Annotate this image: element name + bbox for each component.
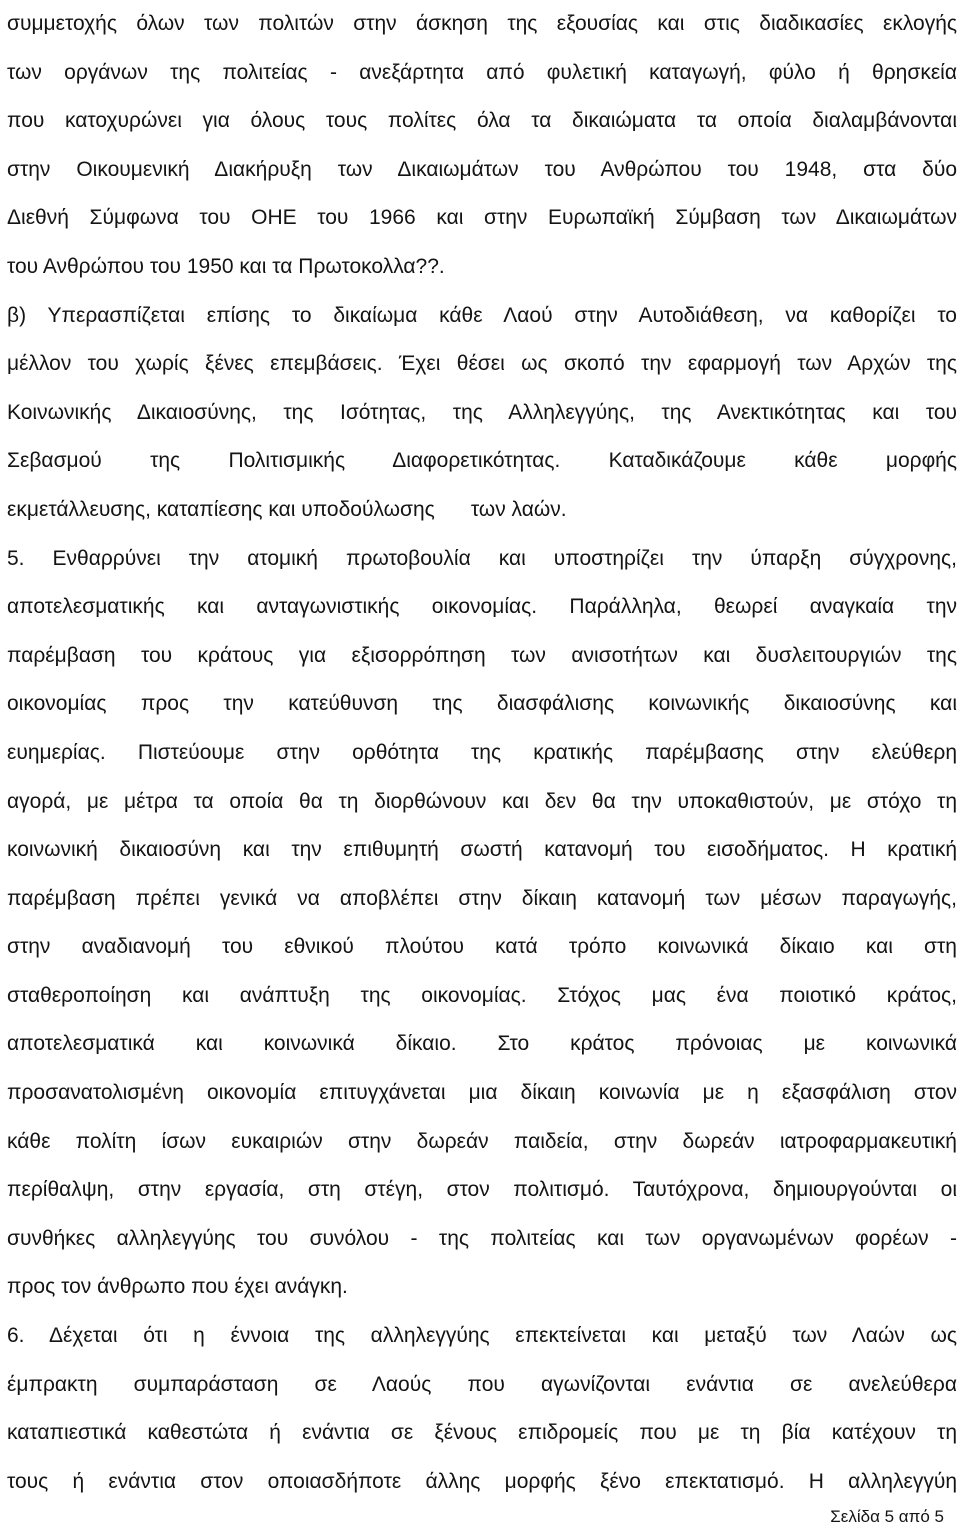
text-line: κοινωνική δικαιοσύνη και την επιθυμητή σωστή κατανομή του εισοδήματος. Η κρατική	[7, 838, 957, 862]
text-line: σταθεροποίηση και ανάπτυξη της οικονομίας. Στόχος μας ένα ποιοτικό κράτος,	[7, 983, 957, 1007]
page-number-footer: Σελίδα 5 από 5	[830, 1507, 944, 1526]
text-line: παρέμβαση του κράτους για εξισορρόπηση των ανισοτήτων και δυσλειτουργιών της	[7, 643, 957, 667]
text-line: αποτελεσματικά και κοινωνικά δίκαιο. Στο κράτος πρόνοιας με κοινωνικά	[7, 1032, 957, 1056]
text-line: κάθε πολίτη ίσων ευκαιριών στην δωρεάν παιδεία, στην δωρεάν ιατροφαρμακευτική	[7, 1129, 957, 1153]
text-line: συμμετοχής όλων των πολιτών στην άσκηση της εξουσίας και στις διαδικασίες εκλογής	[7, 12, 957, 35]
text-line: προσανατολισμένη οικονομία επιτυγχάνεται μια δίκαιη κοινωνία με η εξασφάλιση στον	[7, 1081, 957, 1105]
text-line: αποτελεσματικής και ανταγωνιστικής οικονομίας. Παράλληλα, θεωρεί αναγκαία την	[7, 595, 957, 619]
text-line: παρέμβαση πρέπει γενικά να αποβλέπει στην δίκαιη κατανομή των μέσων παραγωγής,	[7, 886, 957, 910]
text-line: έμπρακτη συμπαράσταση σε Λαούς που αγωνίζονται ενάντια σε ανελεύθερα	[7, 1372, 957, 1396]
text-line: ευημερίας. Πιστεύουμε στην ορθότητα της κρατικής παρέμβασης στην ελεύθερη	[7, 740, 957, 764]
text-line-part: εκμετάλλευσης, καταπίεσης και υποδούλωσης	[7, 497, 435, 521]
text-line: 6. Δέχεται ότι η έννοια της αλληλεγγύης επεκτείνεται και μεταξύ των Λαών ως	[7, 1324, 957, 1348]
text-line: περίθαλψη, στην εργασία, στη στέγη, στον πολιτισμό. Ταυτόχρονα, δημιουργούνται οι	[7, 1178, 957, 1202]
text-line: οικονομίας προς την κατεύθυνση της διασφάλισης κοινωνικής δικαιοσύνης και	[7, 692, 957, 716]
text-line-part: των λαών.	[470, 497, 567, 521]
text-line: των οργάνων της πολιτείας - ανεξάρτητα από φυλετική καταγωγή, φύλο ή θρησκεία	[7, 60, 957, 84]
text-line: β) Υπερασπίζεται επίσης το δικαίωμα κάθε Λαού στην Αυτοδιάθεση, να καθορίζει το	[7, 303, 957, 327]
text-line: τους ή ενάντια στον οποιασδήποτε άλλης μορφής ξένο επεκτατισμό. Η αλληλεγγύη	[7, 1469, 957, 1493]
text-line: στην αναδιανομή του εθνικού πλούτου κατά τρόπο κοινωνικά δίκαιο και στη	[7, 935, 957, 959]
text-line: αγορά, με μέτρα τα οποία θα τη διορθώνουν και δεν θα την υποκαθιστούν, με στόχο τη	[7, 789, 957, 813]
text-line: του Ανθρώπου του 1950 και τα Πρωτοκολλα??.	[7, 254, 445, 278]
text-line: προς τον άνθρωπο που έχει ανάγκη.	[7, 1275, 348, 1299]
text-line: στην Οικουμενική Διακήρυξη των Δικαιωμάτων του Ανθρώπου του 1948, στα δύο	[7, 157, 957, 181]
text-line: Σεβασμού της Πολιτισμικής Διαφορετικότητας. Καταδικάζουμε κάθε μορφής	[7, 449, 957, 473]
text-line: καταπιεστικά καθεστώτα ή ενάντια σε ξένους επιδρομείς που με τη βία κατέχουν τη	[7, 1421, 957, 1445]
text-line: που κατοχυρώνει για όλους τους πολίτες όλα τα δικαιώματα τα οποία διαλαμβάνονται	[7, 109, 957, 133]
text-line: Κοινωνικής Δικαιοσύνης, της Ισότητας, της Αλληλεγγύης, της Ανεκτικότητας και του	[7, 400, 957, 424]
text-line: 5. Ενθαρρύνει την ατομική πρωτοβουλία και υποστηρίζει την ύπαρξη σύγχρονης,	[7, 546, 957, 570]
text-line: μέλλον του χωρίς ξένες επεμβάσεις. Έχει θέσει ως σκοπό την εφαρμογή των Αρχών της	[7, 352, 957, 376]
body-text	[7, 0, 957, 1506]
text-line: Διεθνή Σύμφωνα του ΟΗΕ του 1966 και στην Ευρωπαϊκή Σύμβαση των Δικαιωμάτων	[7, 206, 957, 230]
text-line	[7, 486, 957, 535]
text-line: συνθήκες αλληλεγγύης του συνόλου - της πολιτείας και των οργανωμένων φορέων -	[7, 1226, 957, 1250]
